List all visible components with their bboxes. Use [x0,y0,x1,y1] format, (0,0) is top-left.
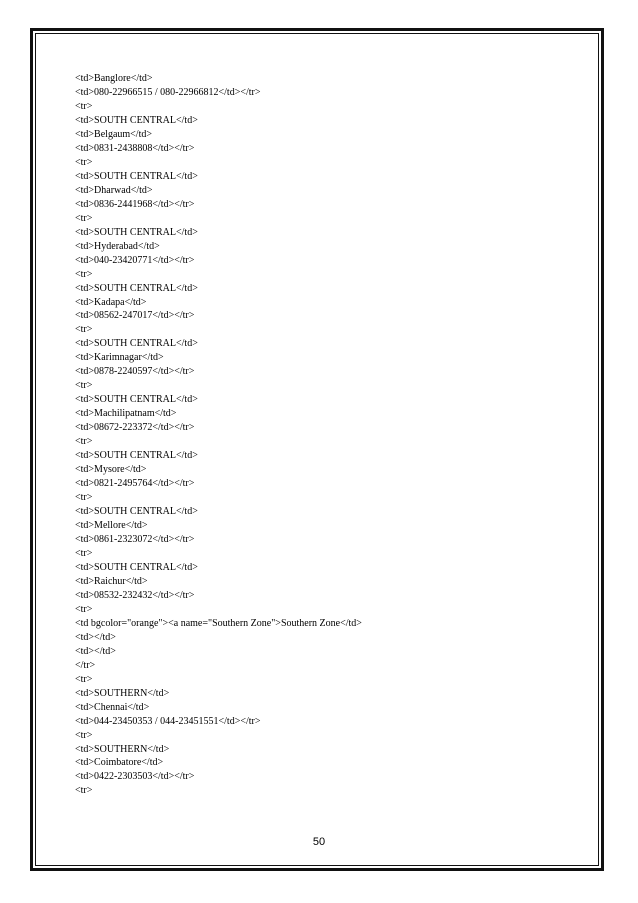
code-line: <tr> [75,380,93,392]
code-line: <td></td> [75,631,116,643]
code-line: <td>Mysore</td> [75,464,147,476]
code-line: <td bgcolor="orange"><a name="Southern Zone">Southern Zone</td> [75,617,362,629]
code-line: <td>08532-232432</td></tr> [75,589,195,601]
document-body [75,72,585,798]
code-line: <td>Coimbatore</td> [75,757,164,769]
code-line: <tr> [75,673,93,685]
code-line: <td>Banglore</td> [75,73,153,84]
code-line: <tr> [75,156,93,168]
code-line: </tr> [75,659,96,671]
code-line: <td>08672-223372</td></tr> [75,422,195,434]
code-line: <tr> [75,436,93,448]
code-line: <td>Belgaum</td> [75,128,152,140]
code-line: <td>Chennai</td> [75,701,150,713]
code-line: <td>080-22966515 / 080-22966812</td></tr> [75,86,261,98]
code-line: <td>SOUTH CENTRAL</td> [75,226,198,238]
code-line: <td>044-23450353 / 044-23451551</td></tr> [75,715,261,727]
code-line: <td>SOUTH CENTRAL</td> [75,338,198,350]
code-line: <td>SOUTHERN</td> [75,687,170,699]
code-line: <td>Hyderabad</td> [75,240,160,252]
code-line: <td></td> [75,645,116,657]
code-line: <td>0836-2441968</td></tr> [75,198,195,210]
code-line: <tr> [75,603,93,615]
code-line: <td>Dharwad</td> [75,184,153,196]
code-line: <td>Kadapa</td> [75,296,147,308]
code-line: <tr> [75,324,93,336]
code-line: <td>0422-2303503</td></tr> [75,771,195,783]
code-line: <td>040-23420771</td></tr> [75,254,195,266]
code-line: <td>SOUTHERN</td> [75,743,170,755]
page-number: 50 [312,836,326,848]
code-line: <td>SOUTH CENTRAL</td> [75,394,198,406]
code-line: <td>0831-2438808</td></tr> [75,142,195,154]
code-line: <tr> [75,492,93,504]
code-line: <td>SOUTH CENTRAL</td> [75,450,198,462]
code-line: <td>SOUTH CENTRAL</td> [75,282,198,294]
code-line: <td>Karimnagar</td> [75,352,164,364]
code-line: <tr> [75,212,93,224]
code-line: <tr> [75,100,93,112]
code-line: <td>Raichur</td> [75,575,148,587]
code-line: <td>SOUTH CENTRAL</td> [75,114,198,126]
code-line: <td>Machilipatnam</td> [75,408,177,420]
code-line: <td>Mellore</td> [75,520,148,531]
code-line: <td>0878-2240597</td></tr> [75,366,195,378]
code-line: <td>08562-247017</td></tr> [75,310,195,322]
code-line: <tr> [75,729,93,741]
code-line: <tr> [75,785,93,797]
code-line: <td>SOUTH CENTRAL</td> [75,506,198,518]
code-line: <tr> [75,268,93,280]
code-line: <tr> [75,547,93,559]
code-line: <td>0861-2323072</td></tr> [75,533,195,545]
code-line: <td>0821-2495764</td></tr> [75,478,195,490]
code-line: <td>SOUTH CENTRAL</td> [75,561,198,573]
code-line: <td>SOUTH CENTRAL</td> [75,170,198,182]
